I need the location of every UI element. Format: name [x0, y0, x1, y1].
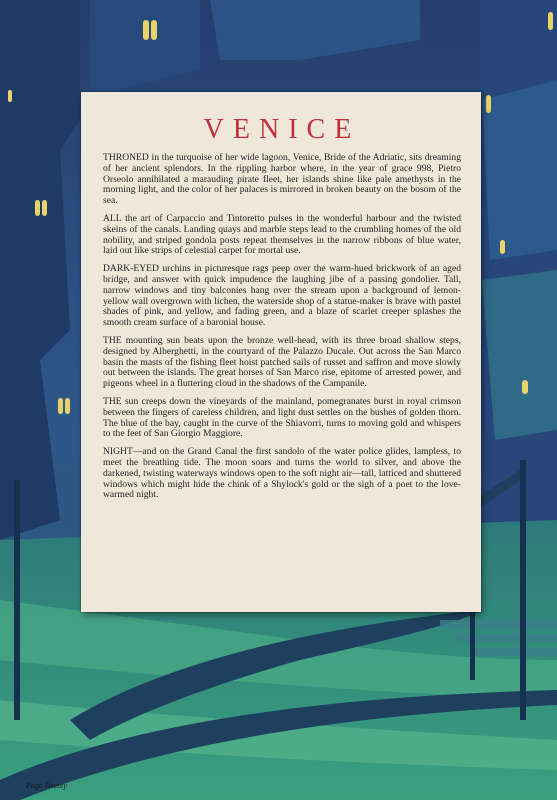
paragraph-2: ALL the art of Carpaccio and Tintoretto pulses in the wonderful harbour and the twisted skeins of the canals. Landing quays and marble steps lead to the crumbling homes of the old nobility, and striped gondola posts repeat themselves in the narrow ribbons of blue water, laid out like strips of celestial carpet for mortal use. [103, 212, 461, 257]
paragraph-5: THE sun creeps down the vineyards of the mainland, pomegranates burst in royal crimson between the fingers of careless children, and light dust settles on the bushes of golden thorn. The blue of the bay, caught in the curve of the Shiavorri, turns to moving gold and whispers to the feet of San Giorgio Maggiore. [103, 395, 461, 440]
paragraph-3: DARK-EYED urchins in picturesque rags peep over the warm-hued brickwork of an aged bridge, and answer with quick impudence the laughing jibe of a passing gondolier. Tall, narrow windows and tiny balconies hang over the stream upon a background of lemon-yellow wall overgrown with lichen, the waterside shop of a statue-maker is brave with pastel shades of pink, and yellow, and fading green, and a blaze of scarlet creeper splashes the smooth cream surface of a baronial house. [103, 263, 461, 329]
paragraph-4: THE mounting sun beats upon the bronze well-head, with its three broad shallow steps, designed by Alberghetti, in the courtyard of the Palazzo Ducale. Out across the San Marco basin the masts of the fishing fleet hoist patched sails of russet and saffron and move slowly out between the islands. The great horses of San Marco rise, epitome of arrested power, and pigeons wheel in a fluttering cloud in the shadows of the Campanile. [103, 334, 461, 390]
paragraph-6: NIGHT—and on the Grand Canal the first sandolo of the water police glides, lampless, to meet the breathing tide. The moon soars and turns the world to silver, and above the darkened, twisting waterways windows open to the soft night air—tall, latticed and shuttered windows which might hide the chink of a Shylock's gold or the sigh of a poet to the love-warmed night. [103, 446, 461, 501]
article-title: VENICE [203, 114, 361, 145]
paragraph-1: THRONED in the turquoise of her wide lagoon, Venice, Bride of the Adriatic, sits dreaming of her ancient splendors. In the rippling harbor where, in the year of grace 998, Pietro Orseolo annihilated a marauding pirate fleet, her islands shine like pale amethysts in the morning light, and the color of her palaces is mirrored in broken beauty on the bosom of the sea. [103, 152, 461, 207]
page-number: Page Twenty [26, 781, 67, 790]
article-panel [81, 92, 481, 612]
